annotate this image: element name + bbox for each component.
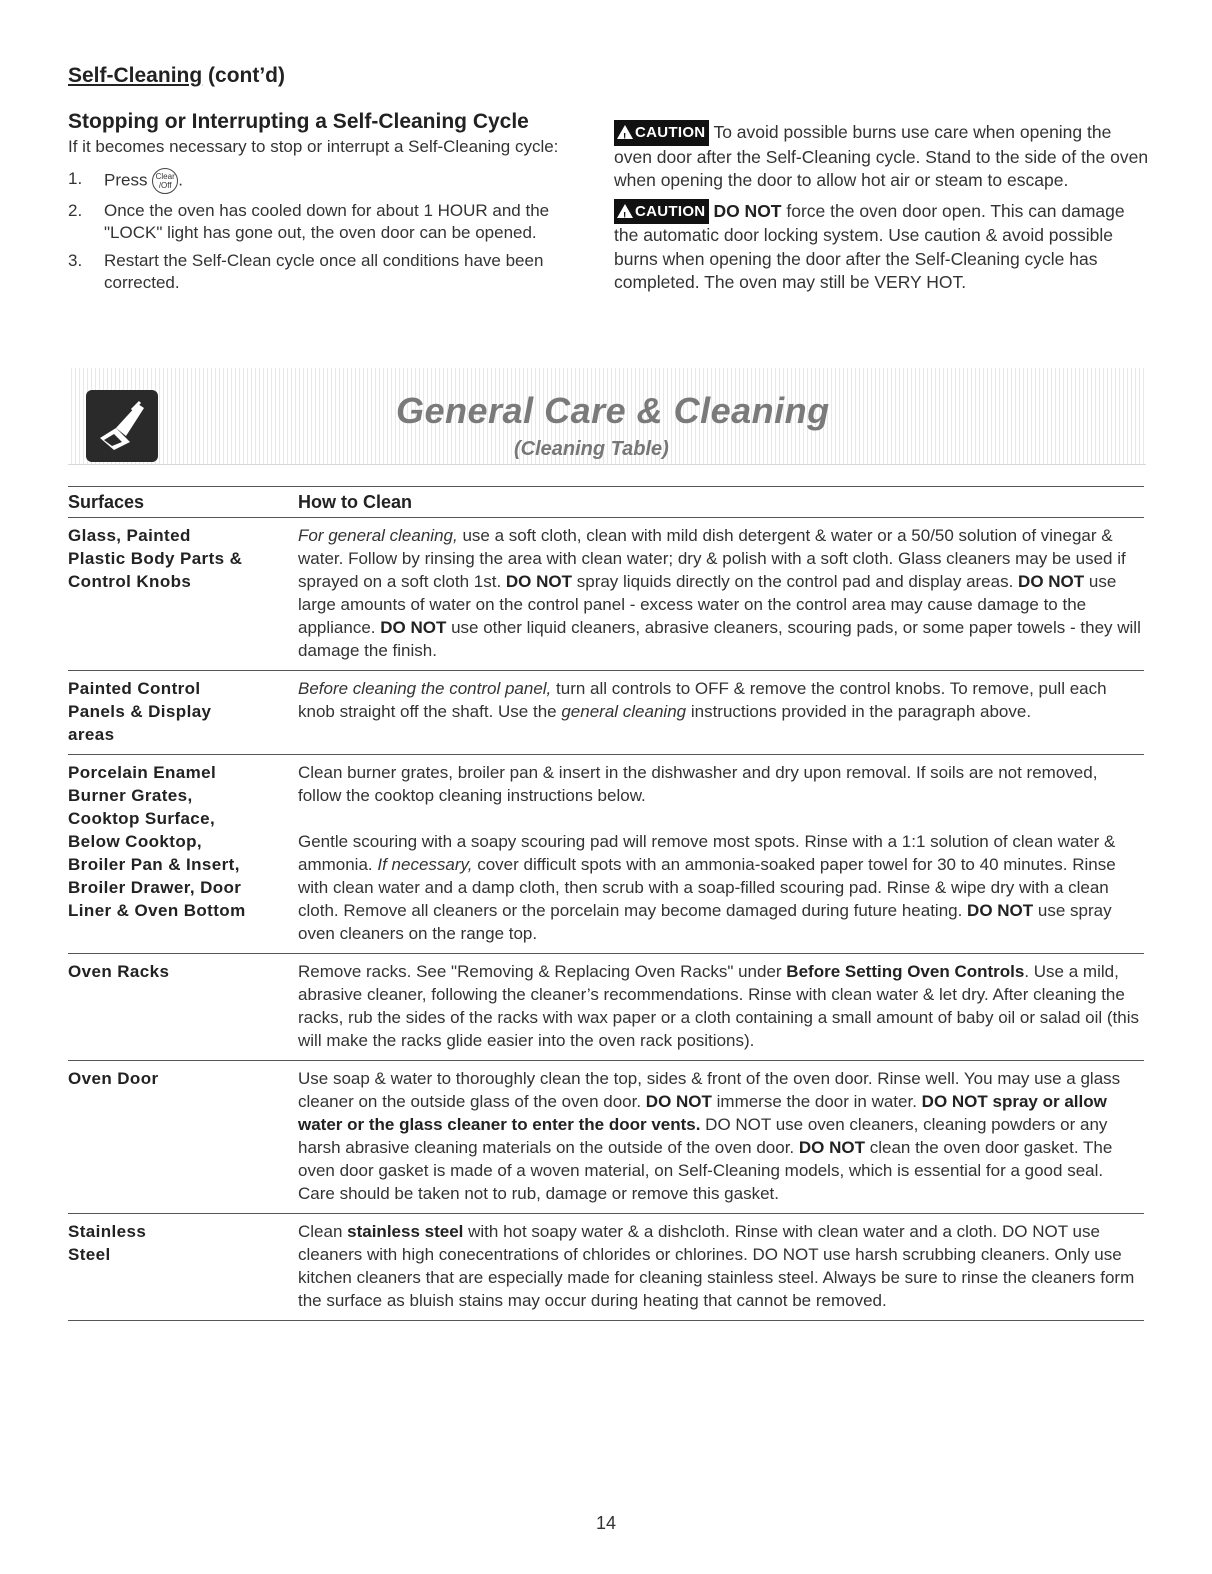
cleaning-instructions: [298, 1067, 1144, 1205]
cleaning-instructions: [298, 677, 1144, 746]
step-3: [68, 250, 588, 294]
table-row: [68, 1214, 1144, 1321]
instruction-warning: DO NOT: [380, 618, 447, 637]
cleaning-instructions: [298, 524, 1144, 662]
instruction-text: with hot soapy water & a dishcloth. Rinse with clean water and a cloth. DO NOT use cleaners with high conecentrations of chlorides or chlorines. DO NOT use harsh scrubbing cleaners. Only use kitchen cleaners that are especially made for cleaning stainless steel. Always be sure to rinse the cleaners form the surface as bluish stains may occur during heating that cannot be removed.: [298, 1222, 1135, 1310]
caution-notes: [614, 120, 1149, 301]
caution-badge: [614, 120, 709, 146]
instruction-text: DO NOT use oven cleaners, cleaning powders or any harsh abrasive cleaning materials on the outside of the oven door.: [298, 1115, 1108, 1157]
step-text: Once the oven has cooled down for about 1 HOUR and the "LOCK" light has gone out, the oven door can be opened.: [104, 201, 550, 242]
instruction-text: spray liquids directly on the control pad and display areas.: [572, 572, 1019, 591]
instruction-bold: stainless steel: [347, 1222, 464, 1241]
instruction-text: use other liquid cleaners, abrasive cleaners, scouring pads, or some paper towels - they will damage the finish.: [298, 618, 1141, 660]
surface-name: Oven Door: [68, 1069, 159, 1088]
step-text: Restart the Self-Clean cycle once all conditions have been corrected.: [104, 251, 544, 292]
instruction-text: instructions provided in the paragraph above.: [686, 702, 1032, 721]
warning-triangle-icon: [617, 125, 633, 139]
caution-badge-label: CAUTION: [635, 202, 706, 220]
stopping-instructions: [68, 110, 588, 300]
banner-title: General Care & Cleaning: [396, 390, 830, 431]
instruction-text: use spray oven cleaners on the range top.: [298, 901, 1112, 943]
stopping-heading: Stopping or Interrupting a Self-Cleaning Cycle: [68, 110, 529, 133]
step-number: 2.: [68, 201, 83, 220]
instruction-text: Clean: [298, 1222, 348, 1241]
caution-badge: [614, 199, 709, 225]
instruction-text: turn all controls to OFF & remove the control knobs. To remove, pull each knob straight off the shaft. Use the: [298, 679, 1107, 721]
table-row: [68, 518, 1144, 671]
steps-list: [68, 168, 588, 294]
instruction-text: . Use a mild, abrasive cleaner, following the cleaner’s recommendations. Rinse with clean water & let dry. After cleaning the racks, rub the sides of the racks with wax paper or a cloth containing a small amount of baby oil or salad oil (this will make the racks glide easier into the oven rack positions).: [298, 962, 1139, 1050]
instruction-warning: DO NOT: [505, 572, 573, 591]
instruction-bold: Before Setting Oven Controls: [786, 962, 1025, 981]
table-row: [68, 755, 1144, 954]
instruction-warning: DO NOT: [967, 901, 1034, 920]
step-number: 3.: [68, 251, 83, 270]
surface-name: Oven Racks: [68, 962, 170, 981]
surface-name: Glass, Painted Plastic Body Parts & Control Knobs: [68, 526, 243, 591]
instruction-text: Use soap & water to thoroughly clean the top, sides & front of the oven door. Rinse well. You may use a glass cleaner on the outside glass of the oven door.: [298, 1069, 1121, 1111]
cleaning-instructions: [298, 761, 1144, 945]
step-text-after: .: [178, 170, 183, 190]
banner-subtitle: (Cleaning Table): [514, 438, 669, 460]
section-heading: [68, 64, 285, 88]
cleaning-table: [68, 486, 1144, 1321]
instruction-italic: general cleaning: [561, 702, 687, 721]
instruction-text: Remove racks. See "Removing & Replacing Oven Racks" under: [298, 962, 787, 981]
warning-triangle-icon: [617, 204, 633, 218]
caution-badge-label: CAUTION: [635, 124, 706, 141]
instruction-warning: DO NOT: [1018, 572, 1085, 591]
section-title: Self-Cleaning: [68, 64, 203, 87]
instruction-text: immerse the door in water.: [711, 1092, 922, 1111]
instruction-paragraph: [298, 830, 1144, 945]
section-banner: [68, 368, 1146, 465]
column-header-how-to-clean: How to Clean: [298, 492, 413, 512]
cleaning-instructions: [298, 1220, 1144, 1312]
instruction-italic: For general cleaning,: [298, 526, 458, 545]
instruction-warning: DO NOT: [645, 1092, 712, 1111]
clear-off-pad-icon: [152, 168, 178, 194]
step-1: [68, 168, 588, 194]
step-text-before: Press: [104, 170, 153, 190]
step-number: 1.: [68, 169, 83, 188]
instruction-text: clean the oven door gasket. The oven door gasket is made of a woven material, on Self-Cleaning models, which is essential for a good seal. Care should be taken not to rub, damage or remove this gasket.: [298, 1138, 1113, 1203]
pad-label-top: Clear: [155, 172, 175, 181]
step-2: [68, 200, 588, 244]
instruction-warning: DO NOT: [798, 1138, 865, 1157]
stopping-intro: If it becomes necessary to stop or interrupt a Self-Cleaning cycle:: [68, 137, 559, 156]
instruction-warning: DO NOT spray or allow water or the glass cleaner to enter the door vents.: [298, 1092, 1107, 1134]
instruction-italic: If necessary,: [377, 855, 473, 874]
cleaning-instructions: [298, 960, 1144, 1052]
instruction-text: use large amounts of water on the control panel - excess water on the control area may cause damage to the appliance.: [298, 572, 1117, 637]
caution-emphasis: DO NOT: [713, 200, 782, 221]
section-title-suffix: (cont’d): [202, 64, 285, 87]
instruction-text: use a soft cloth, clean with mild dish detergent & water or a 50/50 solution of vinegar & water. Follow by rinsing the area with clean water; dry & polish with a soft cloth. Glass cleaners may be used if sprayed on a soft cloth 1st.: [298, 526, 1126, 591]
pad-label-bottom: /Off: [158, 181, 172, 190]
instruction-paragraph: Clean burner grates, broiler pan & insert in the dishwasher and dry upon removal. If soils are not removed, follow the cooktop cleaning instructions below.: [298, 763, 1098, 805]
column-header-surfaces: Surfaces: [68, 492, 145, 512]
caution-note-1: [614, 120, 1149, 193]
instruction-text: cover difficult spots with an ammonia-soaked paper towel for 30 to 40 minutes. Rinse with clean water and a damp cloth, then scrub with a soap-filled scouring pad. Rinse & wipe dry with a clean cloth. Remove all cleaners or the porcelain may become damaged during future heating.: [298, 855, 1116, 920]
caution-text: force the oven door open. This can damage the automatic door locking system. Use caution & avoid possible burns when opening the door after the Self-Cleaning cycle has completed. The oven may still be VERY HOT.: [614, 200, 1125, 292]
caution-text: To avoid possible burns use care when opening the oven door after the Self-Cleaning cycle. Stand to the side of the oven when opening the door to allow hot air or steam to escape.: [614, 122, 1149, 190]
page-number: 14: [595, 1513, 617, 1533]
caution-note-2: [614, 199, 1149, 295]
surface-name: Painted Control Panels & Display areas: [68, 679, 212, 744]
table-row: [68, 1061, 1144, 1214]
cleaning-hand-icon: [86, 390, 158, 462]
surface-name: Stainless Steel: [68, 1222, 147, 1264]
table-row: [68, 954, 1144, 1061]
instruction-text: Gentle scouring with a soapy scouring pad will remove most spots. Rinse with a 1:1 solution of clean water & ammonia.: [298, 832, 1116, 874]
instruction-italic: Before cleaning the control panel,: [298, 679, 552, 698]
step-text: [104, 168, 183, 194]
table-header: [68, 486, 1144, 518]
surface-name: Porcelain Enamel Burner Grates, Cooktop Surface, Below Cooktop, Broiler Pan & Insert, Broiler Drawer, Door Liner & Oven Bottom: [68, 763, 246, 920]
table-row: [68, 671, 1144, 755]
